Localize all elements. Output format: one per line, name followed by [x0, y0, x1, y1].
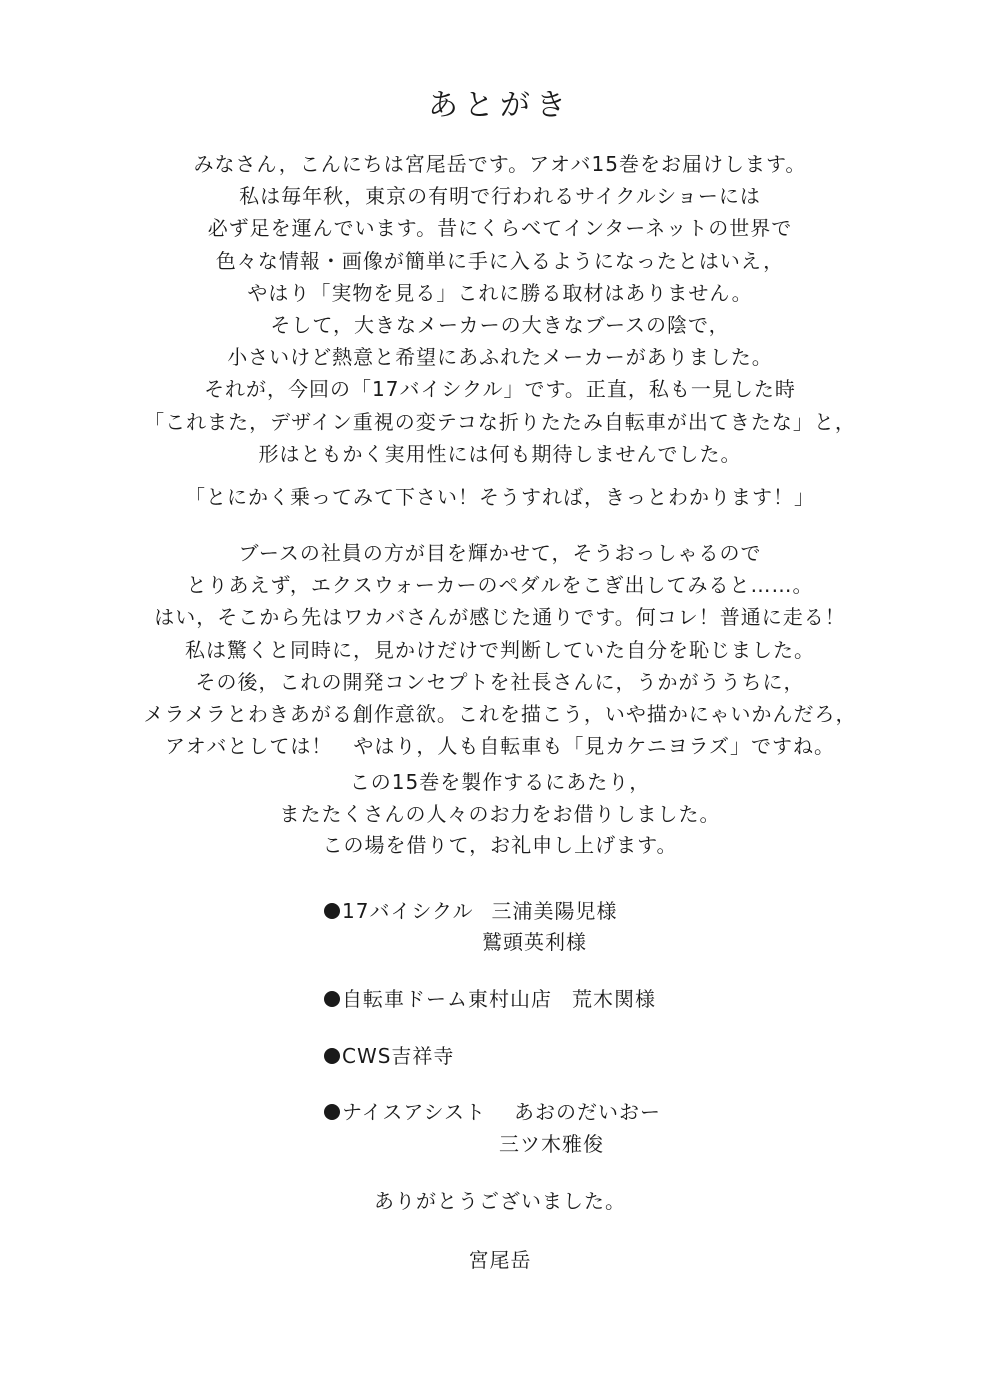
credit-org: ナイスアシスト	[342, 1100, 486, 1124]
text-line: 小さいけど熱意と希望にあふれたメーカーがありました。	[227, 345, 773, 370]
credit-org: 自転車ドーム東村山店	[342, 987, 552, 1011]
text-line: またたくさんの人々のお力をお借りしました。	[279, 801, 721, 826]
text-line: 私は毎年秋，東京の有明で行われるサイクルショーには	[239, 184, 761, 209]
bullet-icon	[324, 1048, 340, 1064]
text-line: 形はともかく実用性には何も期待しませんでした。	[258, 441, 742, 466]
bullet-icon	[324, 903, 340, 919]
credit-person: 三ツ木雅俊	[499, 1132, 604, 1156]
bullet-icon	[324, 991, 340, 1007]
credit-entry	[324, 983, 656, 1012]
text-line: とりあえず，エクスウォーカーのペダルをこぎ出してみると……。	[186, 573, 814, 598]
credit-org: 17バイシクル	[342, 899, 474, 923]
credit-person: 荒木関様	[572, 987, 656, 1011]
page-title: あとがき	[428, 88, 572, 123]
text-line: そして，大きなメーカーの大きなブースの陰で，	[270, 312, 730, 337]
quote-line: 「とにかく乗ってみて下さい！そうすれば，きっとわかります！」	[185, 485, 815, 509]
text-line: その後，これの開発コンセプトを社長さんに，うかがううちに，	[195, 669, 805, 694]
text-line: 私は驚くと同時に，見かけだけで判断していた自分を恥じました。	[185, 637, 815, 662]
text-line: はい，そこから先はワカバさんが感じた通りです。何コレ！普通に走る！	[154, 605, 846, 630]
credit-person: 三浦美陽児様	[491, 899, 618, 923]
text-line: それが，今回の「17バイシクル」です。正直，私も一見した時	[204, 377, 796, 402]
story-paragraph	[0, 537, 1000, 762]
quote-paragraph	[0, 481, 1000, 513]
author-signature: 宮尾岳	[468, 1248, 532, 1272]
text-line: みなさん，こんにちは宮尾岳です。アオバ15巻をお届けします。	[193, 152, 807, 176]
text-line: 「これまた，デザイン重視の変テコな折りたたみ自転車が出てきたな」と，	[144, 409, 856, 434]
text-line: ブースの社員の方が目を輝かせて，そうおっしゃるので	[238, 541, 762, 565]
text-line: アオバとしては！ やはり，人も自転車も「見カケニヨラズ」ですね。	[165, 734, 835, 759]
thanks-intro-paragraph	[0, 767, 1000, 862]
credit-person: あおのだいおー	[514, 1100, 661, 1124]
closing-thanks: ありがとうございました。	[374, 1189, 626, 1213]
text-line: 必ず足を運んでいます。昔にくらべてインターネットの世界で	[207, 216, 793, 241]
bullet-icon	[324, 1104, 340, 1120]
credit-person: 鷲頭英利様	[482, 930, 587, 954]
credit-org: CWS吉祥寺	[342, 1044, 455, 1068]
credit-entry	[324, 1040, 454, 1069]
text-line: やはり「実物を見る」これに勝る取材はありません。	[247, 280, 753, 305]
text-line: この場を借りて，お礼申し上げます。	[322, 833, 678, 857]
intro-paragraph	[0, 148, 1000, 470]
credit-entry	[324, 895, 617, 924]
credit-entry	[324, 1096, 661, 1125]
text-line: 色々な情報・画像が簡単に手に入るようになったとはいえ，	[215, 248, 785, 273]
text-line: メラメラとわきあがる創作意欲。これを描こう，いや描かにゃいかんだろ，	[143, 701, 857, 726]
text-line: この15巻を製作するにあたり，	[349, 770, 651, 794]
